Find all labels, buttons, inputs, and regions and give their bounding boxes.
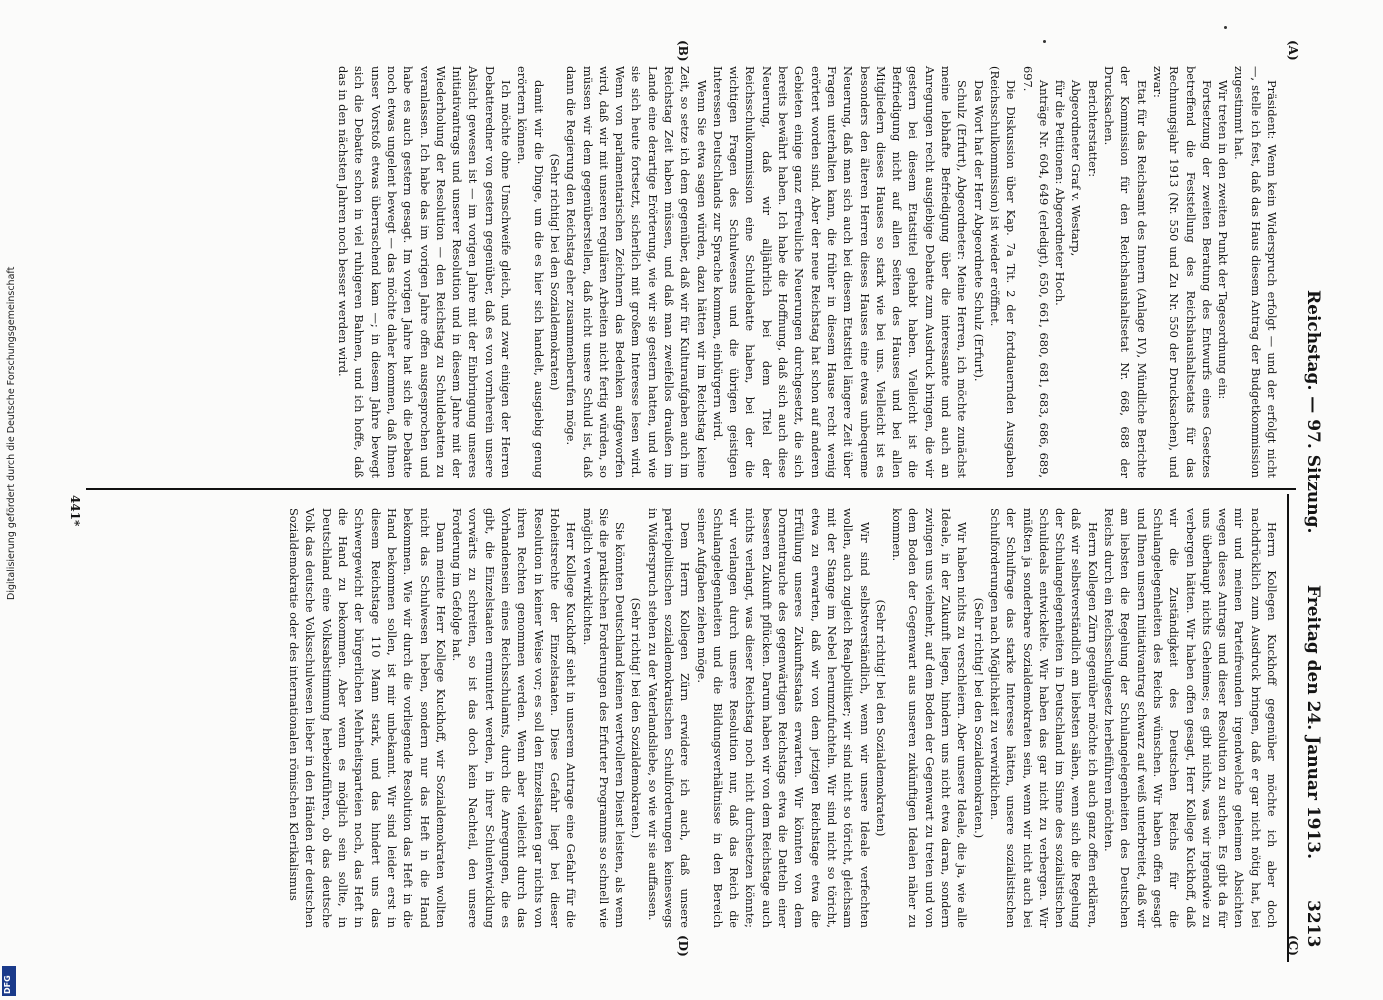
paragraph: Herr Kollege Kuckhoff sieht in unserem Antrage eine Gefahr für die Hoheitsrechte der Einzelstaaten. Diese Gefahr liegt bei dieser Resolution in keiner Weise vor; es soll den Einzelstaaten gar nichts von ihren Rechten genommen werden. Wenn aber vielleicht durch das Vorhandensein eines Reichsschulamts, durch die Anregungen, die es gibt, die Einzelstaaten ermuntert werden, in ihrer Schulentwicklung vorwärts zu schreiten, so ist das doch kein Nachteil, den unsere Forderung im Gefolge hat. (450, 508, 579, 928)
paragraph: Berichterstatter: (1085, 80, 1100, 178)
paragraph: Fortsetzung der zweiten Beratung des Entwurfs eines Gesetzes betreffend die Feststellung des Reichshaushaltsetats für das Rechnungsjahr 1913 (Nr. 550 und Zu Nr. 550 der Drucksachen), und zwar: (1150, 66, 1214, 478)
paragraph: Präsident: Wenn kein Widerspruch erfolgt — und der erfolgt nicht —, stelle ich fest, daß das Haus diesem Antrag der Budgetkommission zugestimmt hat. (1232, 66, 1279, 478)
paragraph: Etat für das Reichsamt des Innern (Anlage IV), Mündliche Berichte der Kommission für den Reichshaushaltsetat Nr. 668, 688 der Drucksachen. (1102, 66, 1149, 478)
scan-speck (1224, 26, 1227, 29)
page-number: 3213 (1303, 900, 1323, 948)
paragraph: Herrn Kollegen Zürn gegenüber möchte ich auch ganz offen erklären, daß wir selbstverständlich am liebsten sähen, wenn sich die Regelung der Schulangelegenheiten in Deutschland im Sinne des sozialistischen Schulideals entwickelte. Wir haben das gar nicht zu verbergen. Wir müßten ja sonderbare Sozialdemokraten sein, wenn wir nicht auch bei der Schulfrage das starke Interesse hätten, unsere sozialistischen Schulforderungen nach Möglichkeit zu verwirklichen. (987, 508, 1100, 928)
text-column-left (84, 66, 1280, 478)
running-header-right: Freitag den 24. Januar 1913. (1303, 585, 1323, 860)
paragraph: Herrn Kollegen Kuckhoff gegenüber möchte ich aber doch nachdrücklich zum Ausdruck bringen, daß er gar nicht nötig hat, bei mir und meinen Parteifreunden irgendwelche geheimen Absichten wegen dieses Antrags und dieser Resolution zu suchen. Es gibt da für uns überhaupt nichts Geheimes; es gibt nichts, was wir irgendwie zu verbergen hätten. Wir haben offen gesagt, Herr Kollege Kuckhoff, daß wir die Zuständigkeit des Deutschen Reichs für die Schulangelegenheiten des Reichs wünschen. Wir haben offen gesagt und Ihnen unsern Initiativantrag schwarz auf weiß unterbreitet, daß wir am liebsten die Regelung der Schulangelegenheiten des Deutschen Reichs durch ein Reichsschulgesetz herbeiführen möchten. (1102, 508, 1279, 928)
header-rule (1287, 494, 1289, 962)
running-header-left: Reichstag. — 97. Sitzung. (1303, 290, 1323, 534)
paragraph: (Sehr richtig! bei den Sozialdemokraten) (547, 153, 562, 391)
paragraph: Wir sind selbstverständlich, wenn wir unsere Ideale verfechten wollen, auch zugleich Realpolitiker; wir sind nicht so töricht, gleichsam mit der Stange im Nebel herumzufuchteln. Wir sind nicht so töricht, etwa zu erwarten, daß wir von dem jetzigen Reichstage etwa die Erfüllung unseres Zukunftsstaats erwarten. Wir könnten von dem Dornentrauche des gegenwärtigen Reichstags etwa die Datteln einer besseren Zukunft pflücken. Darum haben wir von dem Reichstage auch nichts verlangt, was dieser Reichstag noch nicht durchsetzen könnte; wir verlangen durch unsere Resolution nur, daß das Reich die Schulangelegenheiten und die Bildungsverhältnisse in den Bereich seiner Aufgaben ziehen möge. (694, 508, 872, 928)
paragraph: Die Diskussion über Kap. 7a Tit. 2 der fortdauernden Ausgaben (Reichsschulkommission) ist wieder eröffnet. (987, 66, 1019, 478)
paragraph: für die Petitionen: Abgeordneter Hoch. (1053, 80, 1068, 306)
text-column-right (84, 508, 1280, 928)
paragraph: (Sehr richtig! bei den Sozialdemokraten) (873, 599, 888, 837)
paragraph: Ich möchte ohne Umschweife gleich, und zwar einigen der Herren Debatteredner von gestern gegenüber, daß es von vornherein unsere Absicht gewesen ist — im vorigen Jahre mit der Einbringung unseres Initiativantrags und unserer Resolution und in diesem Jahre mit der Wiederholung der Resolution — den Reichstag zu Schuldebatten zu veranlassen. Ich habe das im vorigen Jahre offen ausgesprochen und habe es auch gestern gesagt. Im vorigen Jahre hat sich die Debatte noch etwas ungelent bewegt — das möchte daher kommen, daß Ihnen unser Vorstoß etwas überraschend kam —; in diesem Jahre bewegt sich die Debatte schon in viel ruhigeren Bahnen, und ich hoffe, daß das in den nächsten Jahren noch besser werden wird. (336, 66, 514, 478)
sheet-signature: 441* (68, 495, 82, 527)
paragraph: (Sehr richtig! bei den Sozialdemokraten.) (971, 597, 986, 839)
paragraph: Dem Herrn Kollegen Zürn erwidere ich auch, daß unsere parteipolitischen sozialdemokratischen Schulforderungen keineswegs in Widerspruch stehen zu der Vaterlandsliebe, so wie wir sie auffassen. (645, 508, 693, 928)
paragraph: Schulz (Erfurt), Abgeordneter: Meine Herren, ich möchte zunächst meine lebhafte Befriedigung über die interessante und auch an Anregungen recht ausgiebige Debatte zum Ausdruck bringen, die wir gestern bei diesem Etatstitel gehabt haben. Vielleicht ist die Befriedigung nicht auf allen Seiten des Hauses und bei allen Mitgliedern dieses Hauses so stark wie bei uns. Vielleicht ist es besonders den älteren Herren dieses Hauses eine etwas unbequeme Neuerung, daß man sich auch bei diesem Etatstitel längere Zeit über Fragen unterhalten kann, die früher in diesem Hause recht wenig erörtert worden sind. Aber der neue Reichstag hat schon auf anderen Gebieten einige ganz erfreuliche Neuerungen durchgesetzt, die sich bereits bewährt haben. Ich habe die Hoffnung, daß sich auch diese Neuerung, daß wir alljährlich bei dem Titel der Reichsschulkommission eine Schuldebatte haben, bei der die wichtigen Fragen des Schulwesens und die übrigen geistigen Interessen Deutschlands zur Sprache kommen, einbürgern wird. (710, 66, 970, 478)
paragraph: Wir treten in den zweiten Punkt der Tagesordnung ein: (1216, 80, 1231, 400)
column-divider (86, 488, 1296, 490)
paragraph: Dann meinte Herr Kollege Kuckhoff, wir Sozialdemokraten wollten nicht das Schulwesen heben, sondern nur das Heft in die Hand bekommen. Wie wir durch die vorliegende Resolution das Heft in die Hand bekommen sollen, ist mir unbekannt. Wir sind leider erst in diesem Reichstage 110 Mann stark, und das hindert uns das Schwergewicht der bürgerlichen Mehrheitsparteien noch, das Heft in die Hand zu bekommen. Aber wenn es möglich sein sollte, in Deutschland eine Volksabstimmung herbeizuführen, ob das deutsche Volk das deutsche Volksschulwesen lieber in den Händen der deutschen Sozialdemokratie oder des internationalen römischen Klerikalismus (287, 508, 448, 928)
margin-mark-b: (B) (676, 40, 690, 62)
digitization-credit: Digitalisierung gefördert durch die Deutsche Forschungsgemeinschaft (6, 266, 17, 600)
paragraph: (Sehr richtig! bei den Sozialdemokraten.) (629, 597, 644, 839)
paragraph: Wir haben nichts zu verschleiern. Aber unsere Ideale, die ja, wie alle Ideale, in der Zukunft liegen, hindern uns nicht etwa daran, sondern zwingen uns vielmehr, auf dem Boden der Gegenwart zu treten und von dem Boden der Gegenwart aus unseren zukünftigen Idealen näher zu kommen. (890, 508, 970, 928)
margin-mark-d: (D) (676, 935, 690, 957)
dfg-logo-text: DFG (3, 975, 12, 994)
paragraph: Sie könnten Deutschland keinen wertvolleren Dienst leisten, als wenn Sie die praktischen Forderungen des Erfurter Programms so schnell wie möglich verwirklichten. (580, 508, 628, 928)
scan-speck (1043, 40, 1046, 43)
paragraph: Wenn Sie etwa sagen würden, dazu hätten wir im Reichstag keine Zeit, so setze ich dem gegenüber, daß wir für Kulturaufgaben auch im Reichstag Zeit haben müssen, und daß man zweifellos draußen im Lande eine derartige Erörterung, wie wir sie gestern hatten, und wie sie sich heute fortsetzt, sicherlich mit großem Interesse lesen wird. Wenn von parlamentarischen Zeichnern das Bedenken aufgeworfen wird, daß wir mit unseren regulären Arbeiten nicht fertig würden, so müssen wir dem gegenüberstellen, daß nicht unsere Schuld ist, daß dann die Regierung den Reichstag eher zusammenberufen möge. (564, 66, 709, 478)
margin-mark-a: (A) (1286, 40, 1300, 61)
paragraph: Anträge Nr. 604, 649 (erledigt), 650, 661, 680, 681, 683, 686, 689, 697. (1020, 66, 1051, 478)
paragraph: damit wir die Dinge, um die es hier sich handelt, ausgiebig genug erörtern können. (515, 66, 546, 478)
margin-mark-c: (C) (1286, 935, 1300, 956)
dfg-logo (2, 966, 16, 996)
paragraph: Das Wort hat der Herr Abgeordnete Schulz (Erfurt). (971, 80, 986, 382)
paragraph: Abgeordneter Graf v. Westarp, (1069, 80, 1084, 257)
